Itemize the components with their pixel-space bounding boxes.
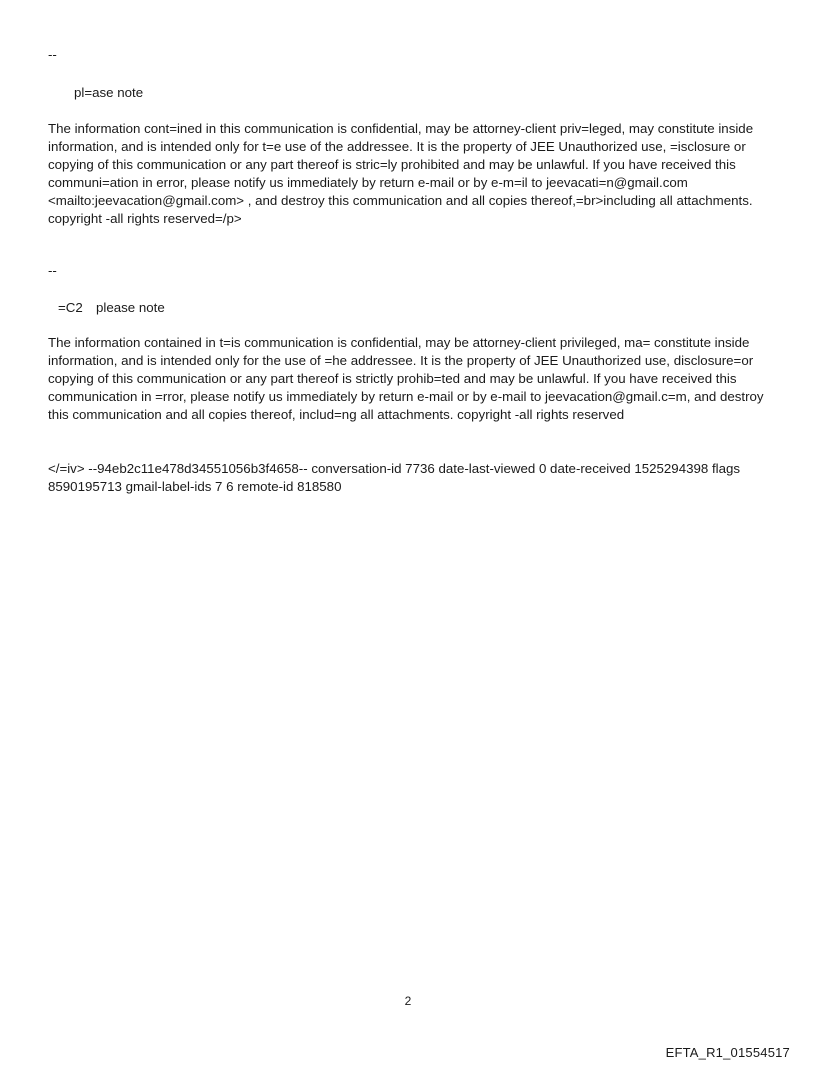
separator-line: --	[48, 47, 57, 62]
confidentiality-paragraph: The information cont=ined in this communication is confidential, may be attorney-client priv=leged, may constitute inside information, and is intended only for t=e use of the addressee. It is the property of JEE Unauthorized use, =isclosure or copying of this communication or any part thereof is stric=ly prohibited and may be unlawful. If you have received this communi=ation in error, please notify us immediately by return e-mail or by e-m=il to jeevacati=n@gmail.com <mailto:jeevacation@gmail.com> , and destroy this communication and all copies thereof,=br>including all attachments. copyright -all rights reserved=/p>	[48, 121, 754, 226]
document-id: EFTA_R1_01554517	[665, 1045, 790, 1060]
encoding-code: =C2	[58, 300, 83, 315]
confidentiality-paragraph: The information contained in t=is communication is confidential, may be attorney-client privileged, ma= constitute inside information, and is intended only for the use of =he addressee. It is the property of JEE Unauthorized use, disclosure=or copying of this communication or any part thereof is strictly prohib=ted and may be unlawful. If you have received this communication in =rror, please notify us immediately by return e-mail or by e-mail to jeevacation@gmail.c=m, and destroy this communication and all copies thereof, includ=ng all attachments. copyright -all rights reserved	[48, 335, 764, 422]
please-note-heading	[58, 299, 788, 317]
please-note-text: please note	[96, 300, 165, 315]
please-note-heading: pl=ase note	[74, 85, 144, 100]
separator-line: --	[48, 263, 57, 278]
message-metadata: </=iv> --94eb2c11e478d34551056b3f4658-- conversation-id 7736 date-last-viewed 0 date-received 1525294398 flags 8590195713 gmail-label-ids 7 6 remote-id 818580	[48, 461, 741, 494]
page-number: 2	[404, 994, 412, 1008]
